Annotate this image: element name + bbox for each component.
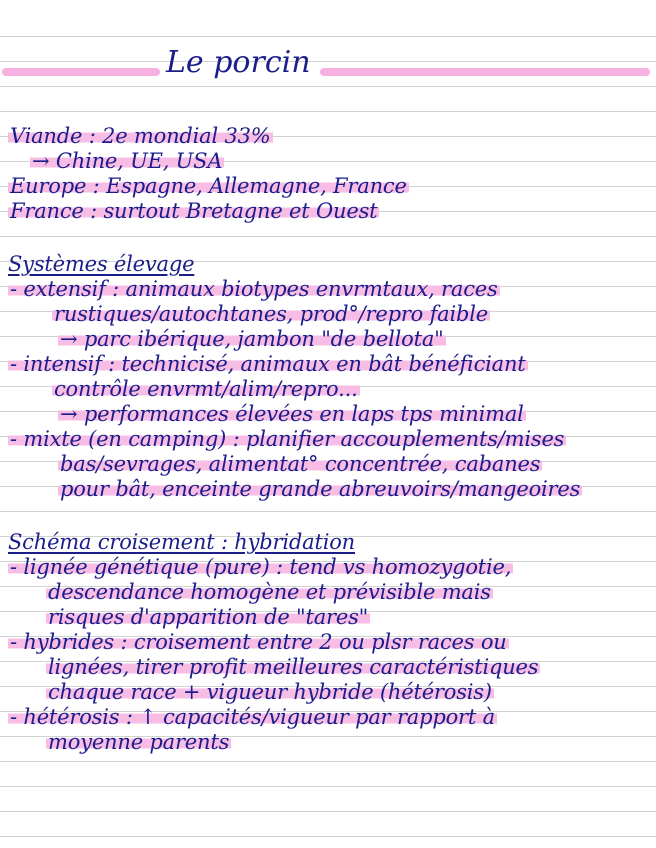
note-text: chaque race + vigueur hybride (hétérosis) — [48, 680, 492, 704]
note-text: pour bât, enceinte grande abreuvoirs/mangeoires — [60, 477, 581, 501]
note-line-sevrages — [58, 452, 542, 477]
note-line-performances — [58, 402, 526, 427]
note-line-moyenne — [46, 730, 231, 755]
note-line-extensif — [8, 277, 500, 302]
note-line-lignees — [46, 655, 540, 680]
note-line-viande — [8, 124, 273, 149]
note-text: lignées, tirer profit meilleures caractéristiques — [48, 655, 539, 679]
note-text: - lignée génétique (pure) : tend vs homozygotie, — [10, 555, 512, 579]
note-text: - hétérosis : ↑ capacités/vigueur par rapport à — [10, 705, 495, 729]
note-text: bas/sevrages, alimentat° concentrée, cabanes — [60, 452, 541, 476]
note-line-mixte — [8, 427, 566, 452]
note-line-hybrides — [8, 630, 509, 655]
note-line-heterosis — [8, 705, 497, 730]
note-text: Europe : Espagne, Allemagne, France — [10, 174, 407, 198]
note-text: Viande : 2e mondial 33% — [10, 124, 271, 148]
title-highlight-right — [320, 68, 650, 76]
page-title: Le porcin — [166, 45, 311, 80]
note-line-descendance — [46, 580, 493, 605]
note-text: France : surtout Bretagne et Ouest — [10, 199, 378, 223]
note-line-chaque-race — [46, 680, 494, 705]
section-heading-systemes: Systèmes élevage — [8, 252, 195, 276]
note-line-france — [8, 199, 379, 224]
title-row — [0, 44, 656, 84]
title-highlight-left — [2, 68, 160, 76]
note-line-controle — [52, 377, 360, 402]
note-line-lignee — [8, 555, 513, 580]
note-line-rustiques — [52, 302, 490, 327]
note-line-pays — [30, 149, 224, 174]
note-text: → Chine, UE, USA — [32, 149, 223, 173]
note-text: descendance homogène et prévisible mais — [48, 580, 491, 604]
section-heading-schema: Schéma croisement : hybridation — [8, 530, 355, 554]
note-line-intensif — [8, 352, 528, 377]
note-text: - extensif : animaux biotypes envrmtaux, races — [10, 277, 498, 301]
note-text: - mixte (en camping) : planifier accouplements/mises — [10, 427, 565, 451]
note-line-parc — [58, 327, 446, 352]
note-line-enceinte — [58, 477, 582, 502]
note-line-risques — [46, 605, 370, 630]
note-text: risques d'apparition de "tares" — [48, 605, 369, 629]
note-text: - hybrides : croisement entre 2 ou plsr races ou — [10, 630, 507, 654]
note-text: - intensif : technicisé, animaux en bât bénéficiant — [10, 352, 526, 376]
note-text: → performances élevées en laps tps minimal — [60, 402, 524, 426]
note-line-europe — [8, 174, 409, 199]
note-text: moyenne parents — [48, 730, 230, 754]
note-text: contrôle envrmt/alim/repro... — [54, 377, 358, 401]
note-text: → parc ibérique, jambon "de bellota" — [60, 327, 444, 351]
note-text: rustiques/autochtanes, prod°/repro faible — [54, 302, 488, 326]
